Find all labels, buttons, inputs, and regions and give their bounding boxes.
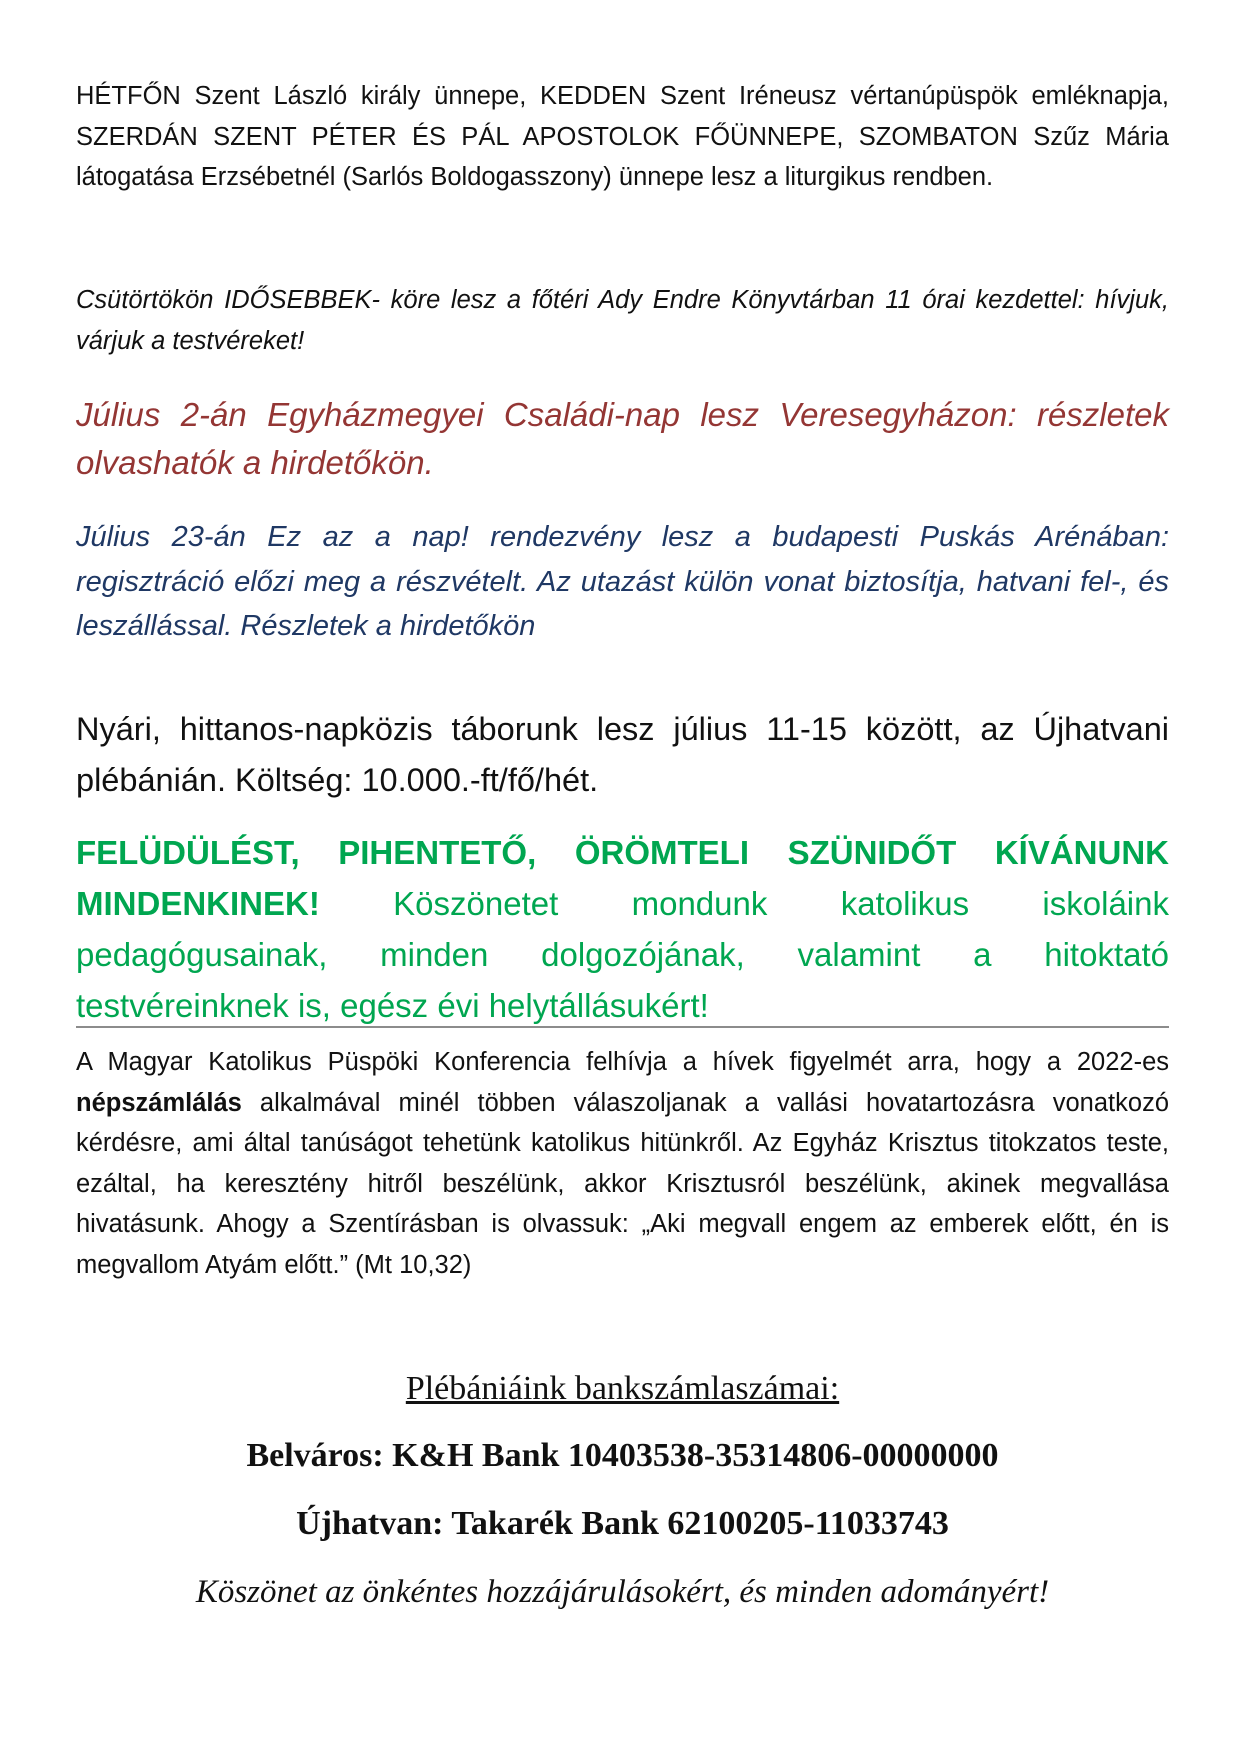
donation-thanks: Köszönet az önkéntes hozzájárulásokért, és minden adományért! <box>195 1574 1050 1610</box>
seniors-club-announcement: Csütörtökön IDŐSEBBEK- köre lesz a főtéri Ady Endre Könyvtárban 11 órai kezdettel: hívjuk, várjuk a testvéreket! <box>76 286 1169 355</box>
summer-camp-announcement: Nyári, hittanos-napközis táborunk lesz július 11-15 között, az Újhatvani plébánián. Költség: 10.000.-ft/fő/hét. <box>76 711 1169 798</box>
bank-accounts-heading: Plébániáink bankszámlaszámai: <box>405 1370 840 1407</box>
bank-account-belvaros: Belváros: K&H Bank 10403538-35314806-00000000 <box>246 1437 999 1474</box>
bank-account-ujhatvan: Újhatvan: Takarék Bank 62100205-11033743 <box>296 1505 949 1542</box>
holiday-wishes-bold: FELÜDÜLÉST, PIHENTETŐ, ÖRÖMTELI SZÜNIDŐT KÍVÁNUNK MINDENKINEK! <box>76 834 1169 922</box>
section-divider <box>76 1026 1169 1028</box>
holiday-wishes-text: Köszönetet mondunk katolikus iskoláink pedagógusainak, minden dolgozójának, valamint a hitoktató testvéreinknek is, egész évi helytállásukért! <box>76 885 1169 1024</box>
family-day-announcement: Július 2-án Egyházmegyei Családi-nap lesz Veresegyházon: részletek olvashatók a hirdetőkön. <box>76 396 1169 481</box>
event-announcement: Július 23-án Ez az a nap! rendezvény lesz a budapesti Puskás Arénában: regisztráció előzi meg a részvételt. Az utazást külön vonat biztosítja, hatvani fel-, és leszállással. Részletek a hirdetőkön <box>76 521 1169 642</box>
liturgy-announcement: HÉTFŐN Szent László király ünnepe, KEDDEN Szent Iréneusz vértanúpüspök emléknapja, SZERDÁN SZENT PÉTER ÉS PÁL APOSTOLOK FŐÜNNEPE, SZOMBATON Szűz Mária látogatása Erzsébetnél (Sarlós Boldogasszony) ünnepe lesz a liturgikus rendben. <box>76 82 1169 191</box>
census-text-1: A Magyar Katolikus Püspöki Konferencia felhívja a hívek figyelmét arra, hogy a 2022-es <box>76 1048 1169 1076</box>
census-announcement <box>76 1042 1169 1285</box>
census-text-2: alkalmával minél többen válaszoljanak a vallási hovatartozásra vonatkozó kérdésre, ami által tanúságot tehetünk katolikus hitünkről. Az Egyház Krisztus titokzatos teste, ezáltal, ha keresztény hitről beszélünk, akkor Krisztusról beszélünk, akinek megvallása hivatásunk. Ahogy a Szentírásban is olvassuk: „Aki megvall engem az emberek előtt, én is megvallom Atyám előtt.” (Mt 10,32) <box>76 1088 1169 1279</box>
census-keyword: népszámlálás <box>76 1088 242 1117</box>
holiday-wishes <box>76 827 1169 1031</box>
